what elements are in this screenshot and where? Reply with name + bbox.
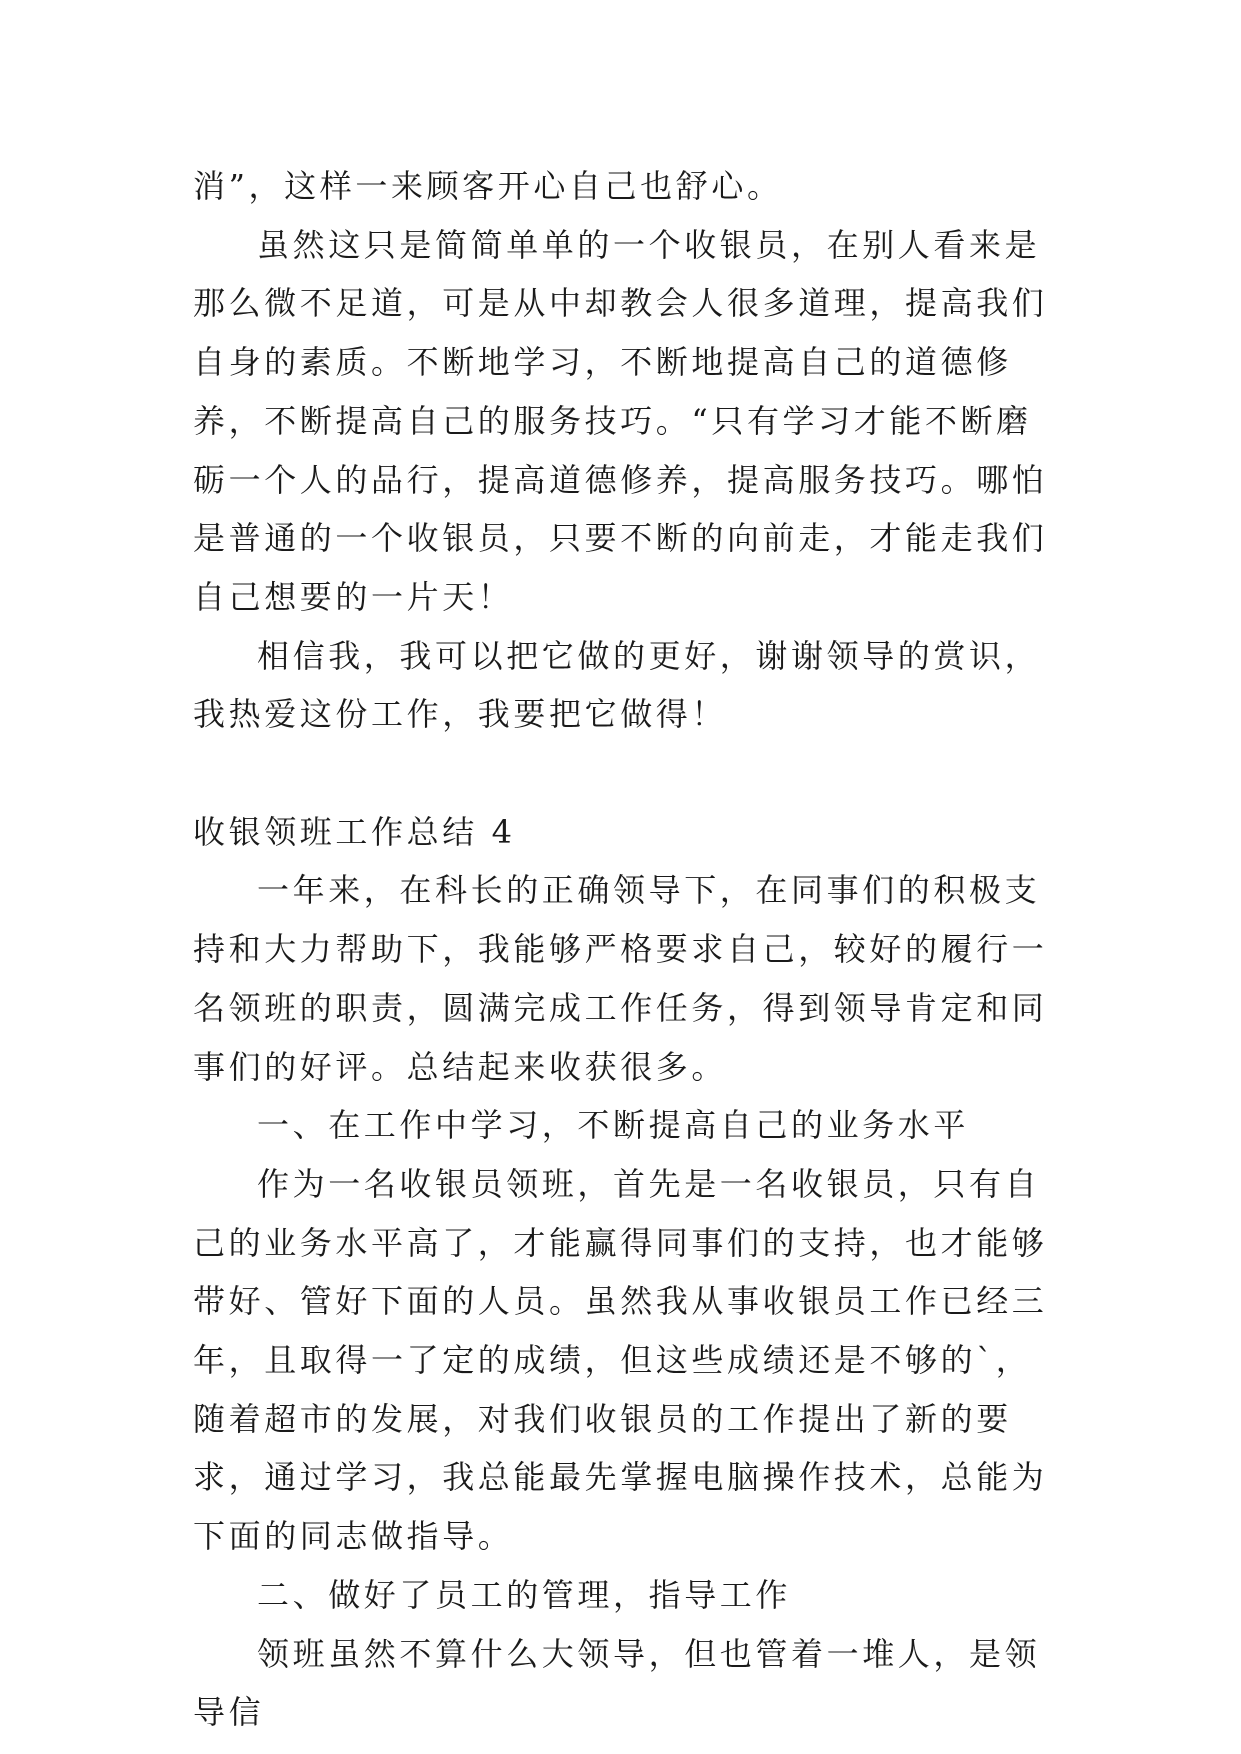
paragraph-year-summary: 一年来，在科长的正确领导下，在同事们的积极支持和大力帮助下，我能够严格要求自己，较好的履行一名领班的职责，圆满完成工作任务，得到领导肯定和同事们的好评。总结起来收获很多。 [193, 871, 1048, 1086]
paragraph-continuation: 消”，这样一来顾客开心自己也舒心。 [193, 167, 783, 205]
paragraph-cashier-reflection: 虽然这只是简简单单的一个收银员，在别人看来是那么微不足道，可是从中却教会人很多道理，提高我们自身的素质。不断地学习，不断地提高自己的道德修养，不断提高自己的服务技巧。“只有学习才能不断磨砺一个人的品行，提高道德修养，提高服务技巧。哪怕是普通的一个收银员，只要不断的向前走，才能走我们自己想要的一片天！ [193, 225, 1048, 616]
subheading-study: 一、在工作中学习，不断提高自己的业务水平 [257, 1106, 970, 1145]
paragraph-believe-me: 相信我，我可以把它做的更好，谢谢领导的赏识，我热爱这份工作，我要把它做得！ [193, 636, 1041, 734]
subheading-management: 二、做好了员工的管理，指导工作 [257, 1575, 792, 1614]
document-page [193, 157, 1065, 1742]
section-heading: 收银领班工作总结 4 [193, 812, 516, 851]
paragraph-study: 作为一名收银员领班，首先是一名收银员，只有自己的业务水平高了，才能赢得同事们的支持，也才能够带好、管好下面的人员。虽然我从事收银员工作已经三年，且取得一了定的成绩，但这些成绩还是不够的`，随着超市的发展，对我们收银员的工作提出了新的要求，通过学习，我总能最先掌握电脑操作技术，总能为下面的同志做指导。 [193, 1164, 1048, 1556]
paragraph-management: 领班虽然不算什么大领导，但也管着一堆人，是领导信 [193, 1634, 1041, 1732]
